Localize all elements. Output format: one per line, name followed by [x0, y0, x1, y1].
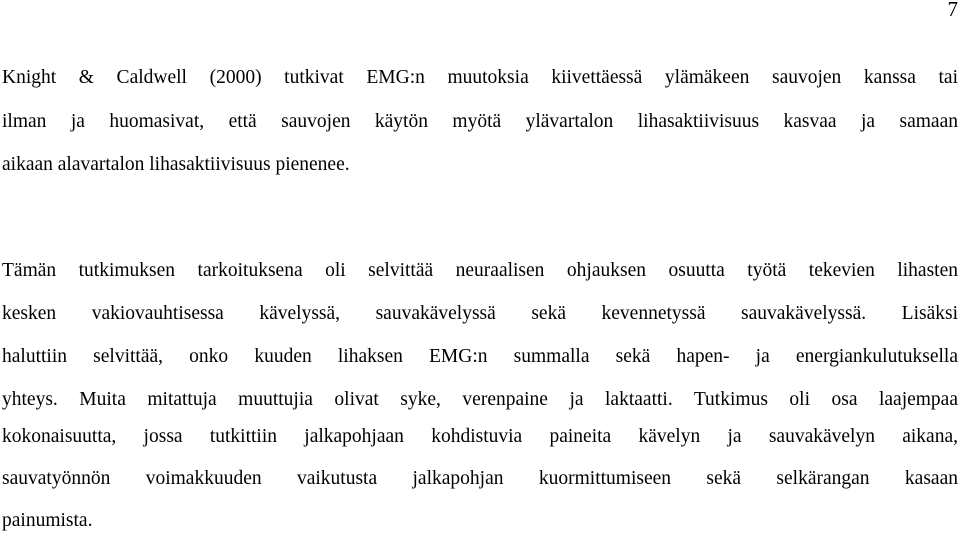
paragraph-line: kesken vakiovauhtisessa kävelyssä, sauvakävelyssä sekä kevennetyssä sauvakävelyssä. Lisäksi	[2, 303, 958, 324]
paragraph-line: aikaan alavartalon lihasaktiivisuus pienenee.	[2, 154, 350, 175]
paragraph-line: sauvatyönnön voimakkuuden vaikutusta jalkapohjan kuormittumiseen sekä selkärangan kasaan	[2, 468, 958, 489]
paragraph-line: ilman ja huomasivat, että sauvojen käytön myötä ylävartalon lihasaktiivisuus kasvaa ja samaan	[2, 111, 958, 132]
paragraph-line: Knight & Caldwell (2000) tutkivat EMG:n muutoksia kiivettäessä ylämäkeen sauvojen kanssa tai	[2, 67, 958, 88]
paragraph-line: haluttiin selvittää, onko kuuden lihaksen EMG:n summalla sekä hapen- ja energiankulutuksella	[2, 346, 958, 367]
paragraph-line: Tämän tutkimuksen tarkoituksena oli selvittää neuraalisen ohjauksen osuutta työtä tekevien lihasten	[2, 260, 958, 281]
paragraph-line: painumista.	[2, 510, 93, 531]
paragraph-line: yhteys. Muita mitattuja muuttujia olivat syke, verenpaine ja laktaatti. Tutkimus oli osa laajempaa	[2, 389, 958, 410]
paragraph-line: kokonaisuutta, jossa tutkittiin jalkapohjaan kohdistuvia paineita kävelyn ja sauvakävelyn aikana,	[2, 426, 958, 447]
page-number: 7	[947, 0, 958, 21]
